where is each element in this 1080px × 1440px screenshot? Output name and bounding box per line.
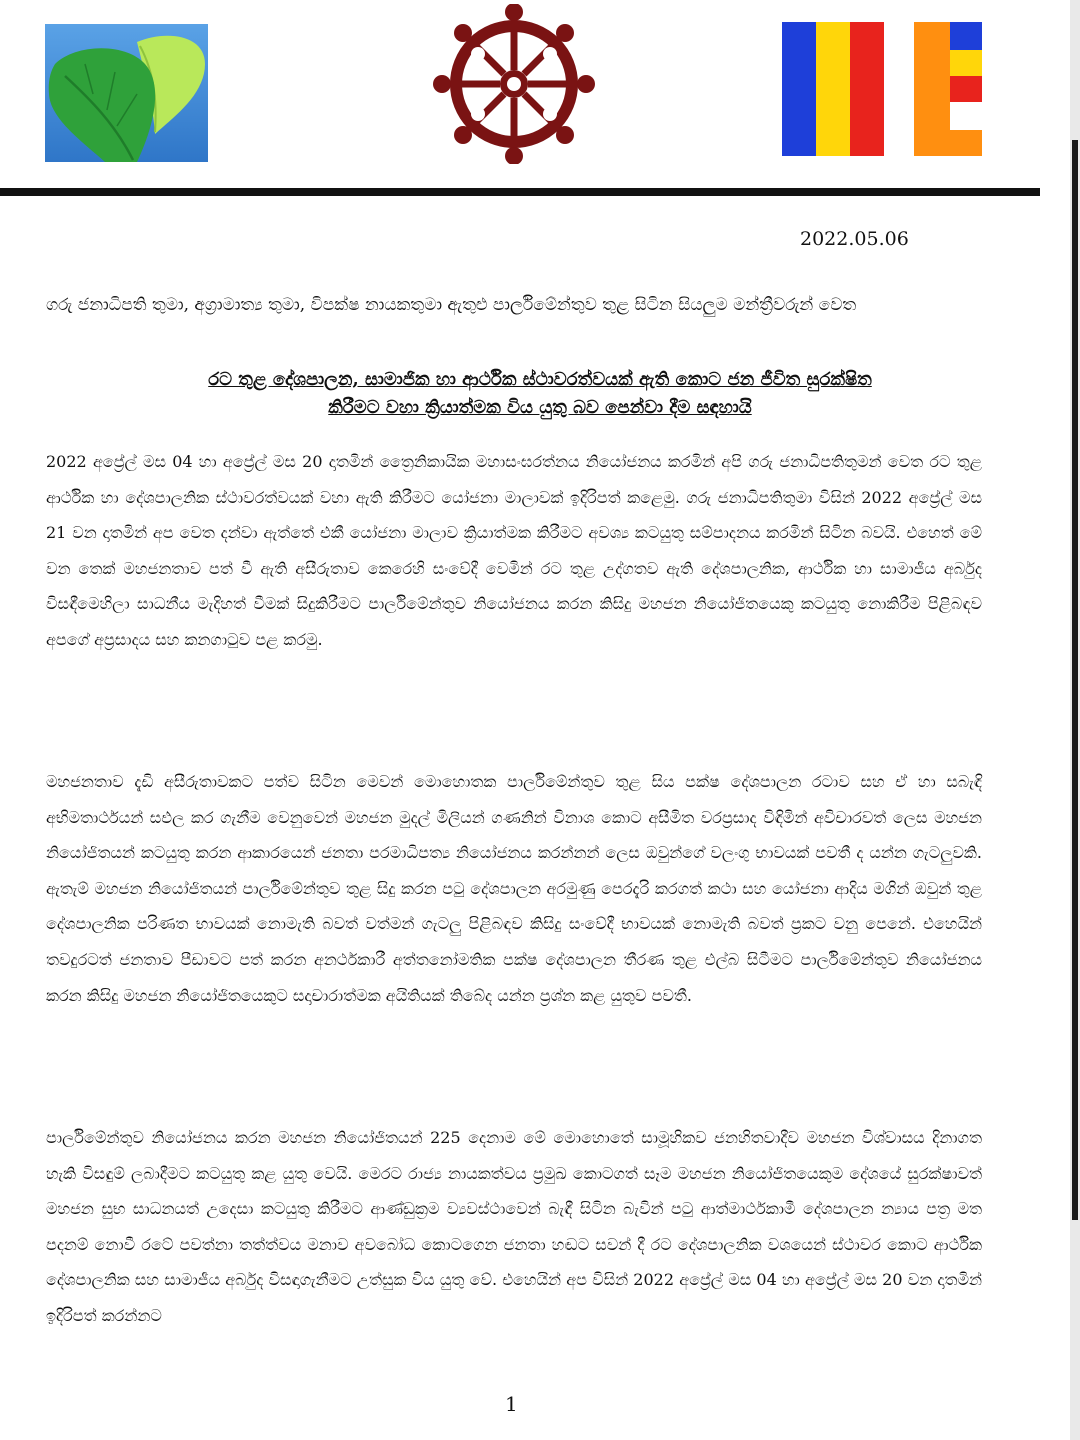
body-paragraph-1: 2022 අප්‍රේල් මස 04 හා අප්‍රේල් මස 20 දාතමින් ත්‍රෛනිකායික මහාසංඝරත්නය නියෝජනය කරමින් අපි ගරු ජනාධිපතිතුමන් වෙත රට තුළ ආර්ථික හා දේශපාලනික ස්ථාවරත්වයක් වහා ඇති කිරීමට යෝජනා මාලාවක් ඉදිරිපත් කළෙමු. ගරු ජනාධිපතිතුමා විසින් 2022 අප්‍රේල් මස 21 වන දාතමින් අප වෙත දන්වා ඇත්තේ එකී යෝජනා මාලාව ක්‍රියාත්මක කිරීමට අවශ්‍ය කටයුතු සම්පාදනය කරමින් සිටින බවයි. එහෙත් මේ වන තෙක් මහජනතාව පත් වී ඇති අසීරුතාව කෙරෙහි සංවේදී වෙමින් රට තුළ උද්ගතව ඇති දේශපාලනික, ආර්ථික හා සාමාජීය අර්බුද විසඳීමෙහිලා සාධනීය මැදිහත් වීමක් සිදුකිරීමට පාර්ලිමේන්තුව නියෝජනය කරන කිසිදු මහජන නියෝජිතයෙකු කටයුතු නොකිරීම පිළිබඳව අපගේ අප්‍රසාදය සහ කනගාටුව පළ කරමු. <box>46 452 982 649</box>
buddhist-flag-icon <box>782 22 982 156</box>
bodhi-leaf-icon <box>45 24 208 162</box>
page-edge <box>1070 0 1080 1440</box>
body-paragraph-2: මහජනතාව දැඩි අසීරුතාවකට පත්ව සිටින මෙවන් මොහොතක පාර්ලිමේන්තුව තුළ සිය පක්ෂ දේශපාලන රටාව සහ ඒ හා සබැඳි අභිමතාර්ථයන් සඵල කර ගැනීම වෙනුවෙන් මහජන මුදල් මිලියන් ගණනින් විනාශ කොට අසීමිත වරප්‍රසාද විඳිමින් අවිචාරවත් ලෙස මහජන නියෝජිතයන් කටයුතු කරන ආකාරයෙන් ජනතා පරමාධිපත්‍ය නියෝජනය කරන්නන් ලෙස ඔවුන්ගේ වලංගු භාවයක් පවතී ද යන්න ගැටලුවකි. ඇතැම් මහජන නියෝජිතයන් පාර්ලිමේන්තුව තුළ සිදු කරන පටු දේශපාලන අරමුණු පෙරදැරි කරගත් කථා සහ යෝජනා ආදිය මගින් ඔවුන් තුළ දේශපාලනික පරිණත භාවයක් නොමැති බවත් වත්මන් ගැටලු පිළිබඳව කිසිදු සංවේදී භාවයක් නොමැති බවත් ප්‍රකට වනු පෙනේ. එහෙයින් තවදුරටත් ජනතාව පීඩාවට පත් කරන අනර්ථකාරී අත්තනෝමතික පක්ෂ දේශපාලන තීරණ තුළ එල්බ සිටීමට පාර්ලිමේන්තුව නියෝජනය කරන කිසිදු මහජන නියෝජිතයෙකුට සදාචාරාත්මක අයිතියක් තිබේද යන්න ප්‍රශ්න කළ යුතුව පවතී. <box>46 772 982 1005</box>
subject-line-2: කිරීමට වහා ක්‍රියාත්මක විය යුතු බව පෙන්වා දීම සඳහායි <box>328 397 752 418</box>
body-paragraph-3: පාර්ලිමේන්තුව නියෝජනය කරන මහජන නියෝජිතයන් 225 දෙනාම මේ මොහොතේ සාමූහිකව ජනහිතවාදීව මහජන විශ්වාසය දිනාගත හැකි විසඳුම් ලබාදීමට කටයුතු කළ යුතු වෙයි. මෙරට රාජ්‍ය නායකත්වය ප්‍රමුඛ කොටගත් සෑම මහජන නියෝජිතයෙකුම දේශයේ සුරක්ෂාවත් මහජන සුභ සාධනයත් උදෙසා කටයුතු කිරීමට ආණ්ඩුක්‍රම ව්‍යවස්ථාවෙන් බැඳී සිටින බැවින් පටු ආත්මාර්ථකාමී දේශපාලන න්‍යාය පත්‍ර මත පදනම් නොවී රටේ පවත්නා තත්ත්වය මනාව අවබෝධ කොටගෙන ජනතා හඬට සවන් දී රට දේශපාලනික වශයෙන් ස්ථාවර කොට ආර්ථික දේශපාලනික සහ සාමාජීය අර්බුද විසඳාගැනීමට උත්සුක විය යුතු වේ. එහෙයින් අප විසින් 2022 අප්‍රේල් මස 04 හා අප්‍රේල් මස 20 වන දාතමින් ඉදිරිපත් කරන්නට <box>46 1128 982 1325</box>
page-number: 1 <box>505 1392 518 1416</box>
subject-line-1: රට තුළ දේශපාලන, සාමාජික හා ආර්ථික ස්ථාවරත්වයක් ඇති කොට ජන ජීවිත සුරක්ෂිත <box>208 369 872 390</box>
scrollbar[interactable] <box>1072 140 1078 1220</box>
subject-heading <box>60 366 1020 422</box>
letter-date: 2022.05.06 <box>800 228 909 250</box>
dharma-wheel-icon <box>428 4 600 164</box>
addressee: ගරු ජනාධිපති තුමා, අග්‍රාමාත්‍ය තුමා, විපක්ෂ නායකතුමා ඇතුළු පාර්ලිමේන්තුව තුළ සිටින සියලුම මන්ත්‍රීවරුන් වෙත <box>46 295 857 315</box>
header-divider <box>0 188 1040 196</box>
